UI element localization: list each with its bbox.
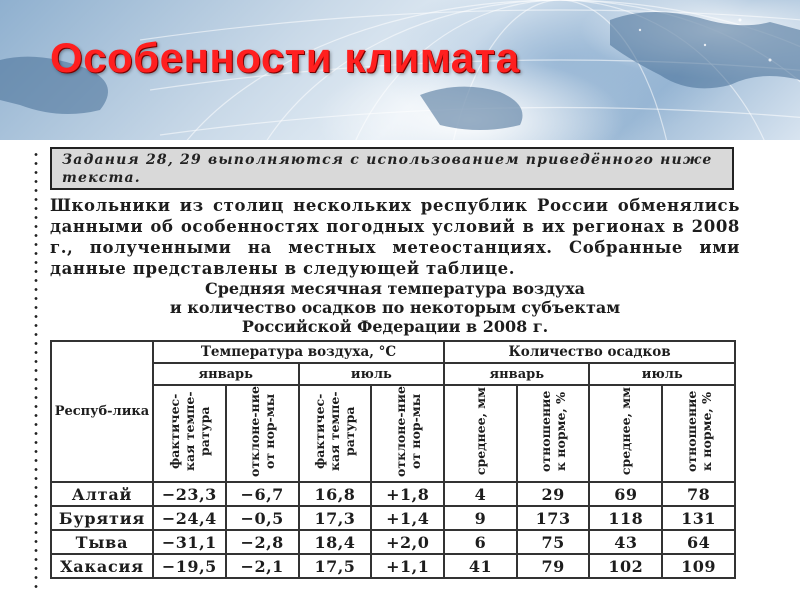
header-actual-temp-jan	[153, 385, 226, 482]
precip-jul: 118	[589, 506, 662, 530]
header-actual-temp-jul	[299, 385, 372, 482]
ratio-jan: 75	[517, 530, 590, 554]
temp-jan: −23,3	[153, 482, 226, 506]
task-note: Задания 28, 29 выполняются с использованием приведённого ниже текста.	[50, 147, 734, 190]
header-ratio-jan	[517, 385, 590, 482]
ratio-jan: 79	[517, 554, 590, 578]
precip-jan: 6	[444, 530, 517, 554]
deviation-jul: +1,8	[371, 482, 444, 506]
header-precipitation: Количество осадков	[444, 341, 735, 363]
precip-jan: 41	[444, 554, 517, 578]
ratio-jul: 64	[662, 530, 735, 554]
precip-jul: 43	[589, 530, 662, 554]
header-label: отклоне-ние от нор-мы	[392, 386, 423, 477]
deviation-jan: −0,5	[226, 506, 299, 530]
ratio-jul: 109	[662, 554, 735, 578]
header-average-jan	[444, 385, 517, 482]
header-temperature: Температура воздуха, °С	[153, 341, 444, 363]
climate-table	[50, 340, 736, 579]
header-deviation-jul	[371, 385, 444, 482]
ratio-jan: 29	[517, 482, 590, 506]
republic-name: Хакасия	[51, 554, 153, 578]
deviation-jan: −6,7	[226, 482, 299, 506]
republic-name: Бурятия	[51, 506, 153, 530]
deviation-jul: +1,4	[371, 506, 444, 530]
table-row	[51, 482, 735, 506]
deviation-jan: −2,8	[226, 530, 299, 554]
republic-name: Тыва	[51, 530, 153, 554]
dotted-margin-line	[34, 150, 38, 590]
deviation-jan: −2,1	[226, 554, 299, 578]
ratio-jul: 131	[662, 506, 735, 530]
header-precip-july: июль	[589, 363, 735, 385]
header-ratio-jul	[662, 385, 735, 482]
temp-jan: −24,4	[153, 506, 226, 530]
table-title-line-2: и количество осадков по некоторым субъектам	[169, 298, 621, 317]
temp-jul: 16,8	[299, 482, 372, 506]
table-row	[51, 506, 735, 530]
header-average-jul	[589, 385, 662, 482]
deviation-jul: +2,0	[371, 530, 444, 554]
temp-jan: −31,1	[153, 530, 226, 554]
header-label: отношение к норме, %	[538, 390, 569, 473]
precip-jan: 9	[444, 506, 517, 530]
ratio-jan: 173	[517, 506, 590, 530]
republic-name: Алтай	[51, 482, 153, 506]
deviation-jul: +1,1	[371, 554, 444, 578]
temp-jul: 18,4	[299, 530, 372, 554]
header-deviation-jan	[226, 385, 299, 482]
ratio-jul: 78	[662, 482, 735, 506]
header-precip-january: январь	[444, 363, 589, 385]
table-title-line-1: Средняя месячная температура воздуха	[204, 279, 586, 298]
temp-jan: −19,5	[153, 554, 226, 578]
header-label: отношение к норме, %	[683, 390, 714, 473]
header-banner	[0, 0, 800, 140]
temp-jul: 17,3	[299, 506, 372, 530]
temp-jul: 17,5	[299, 554, 372, 578]
table-row	[51, 554, 735, 578]
table-title	[50, 279, 740, 336]
header-republic: Респуб-лика	[51, 341, 153, 482]
slide-title: Особенности климата	[50, 34, 520, 81]
table-title-line-3: Российской Федерации в 2008 г.	[241, 317, 549, 336]
intro-paragraph: Школьники из столиц нескольких республик России обменялись данными об особенностях погодных условий в их регионах в 2008 г., полученными на местных метеостанциях. Собранные ими данные представлены в следующей таблице.	[50, 196, 740, 278]
header-label: среднее, мм	[472, 387, 488, 476]
precip-jul: 102	[589, 554, 662, 578]
header-label: фактичес-кая темпе-ратура	[312, 391, 358, 472]
precip-jul: 69	[589, 482, 662, 506]
precip-jan: 4	[444, 482, 517, 506]
header-label: среднее, мм	[618, 387, 634, 476]
table-row	[51, 530, 735, 554]
header-label: фактичес-кая темпе-ратура	[166, 391, 212, 472]
header-label: отклоне-ние от нор-мы	[247, 386, 278, 477]
header-temp-july: июль	[299, 363, 445, 385]
header-temp-january: январь	[153, 363, 299, 385]
